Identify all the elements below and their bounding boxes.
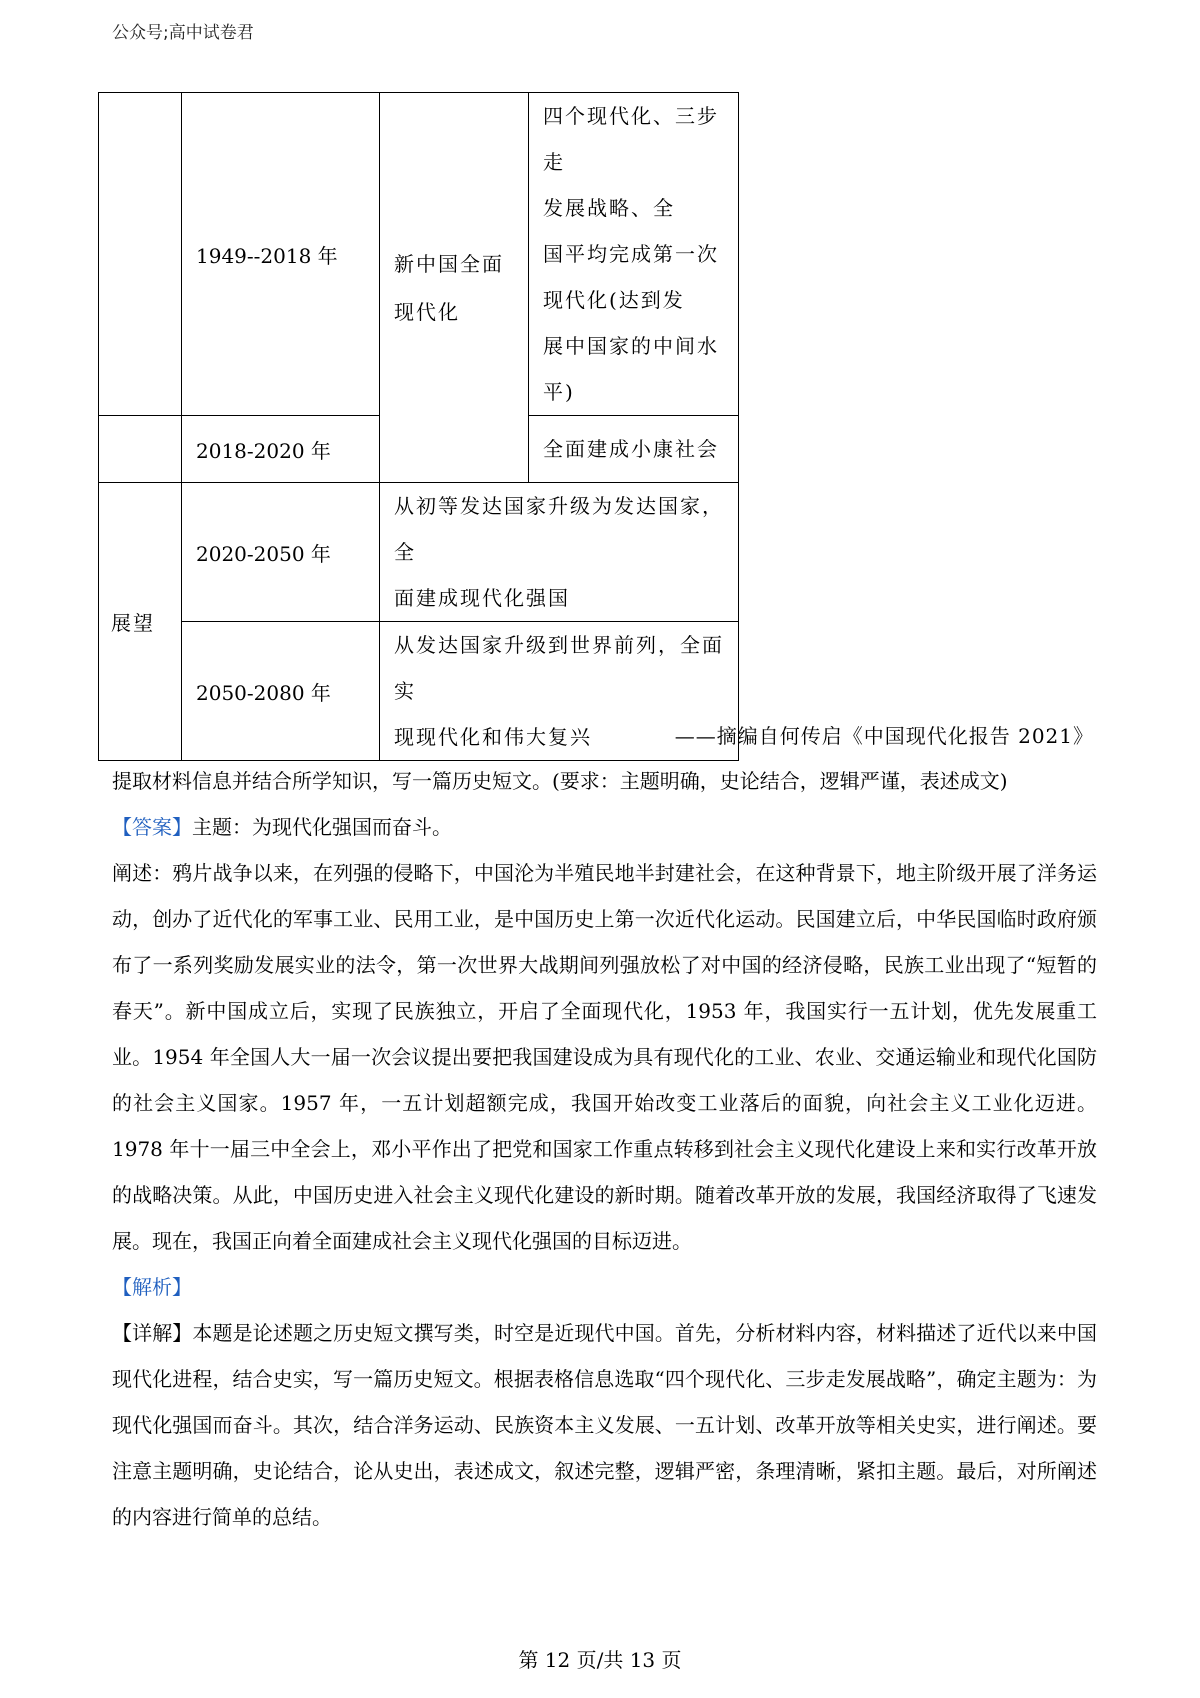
detail-paragraph [112,1310,1118,1540]
detail-tag: 【详解】 [112,1321,193,1345]
question-text [112,758,1097,804]
phase-line: 现代化 [394,299,460,324]
page-number: 第 12 页/共 13 页 [518,1648,682,1672]
question-paragraph: 提取材料信息并结合所学知识，写一篇历史短文。(要求：主题明确，史论结合，逻辑严谨，表述成文) [112,769,1008,793]
table-cell-label [99,93,182,416]
answer-theme-line [112,804,1097,850]
desc-line: 展中国家的中间水 [543,334,719,358]
modernization-table [98,92,739,761]
table-cell-period: 2018-2020 年 [182,416,380,483]
desc-line: 现现代化和伟大复兴 [394,725,592,749]
analysis-section [112,1264,1118,1540]
table-cell-desc: 全面建成小康社会 [529,416,739,483]
table-cell-desc [380,483,739,622]
analysis-tag: 【解析】 [112,1275,192,1299]
desc-line: 面建成现代化强国 [394,586,570,610]
answer-section [112,804,1097,1264]
desc-line: 国平均完成第一次 [543,242,719,266]
detail-text: 本题是论述题之历史短文撰写类，时空是近现代中国。首先，分析材料内容，材料描述了近代以来中国 现代化进程，结合史实，写一篇历史短文。根据表格信息选取“四个现代化、三步走发展战略”，确定主题为：为现代化强国而奋斗。其次，结合洋务运动、民族资本主义发展、一五计划、改革开放等相关史实，进行阐述。要注意主题明确，史论结合，论从史出，表述成文，叙述完整，逻辑严密，条理清晰，紧扣主题。最后，对所阐述的内容进行简单的总结。 [112,1321,1118,1529]
table-row [99,93,739,416]
desc-line: 四个现代化、三步走 [543,104,719,174]
source-citation: ——摘编自何传启《中国现代化报告 2021》 [674,724,1094,748]
desc-line: 从发达国家升级到世界前列，全面实 [394,633,724,703]
table-row [99,622,739,761]
analysis-tag-line [112,1264,1097,1310]
table-cell-desc [529,93,739,416]
table-cell-phase [380,93,529,483]
desc-line: 现代化(达到发 [543,288,685,312]
desc-line: 平) [543,380,575,404]
desc-line: 从初等发达国家升级为发达国家，全 [394,494,724,564]
answer-theme: 主题：为现代化强国而奋斗。 [192,815,452,839]
table-row [99,483,739,622]
table-cell-label: 展望 [99,483,182,761]
table-cell-period: 1949--2018 年 [182,93,380,416]
phase-line: 新中国全面 [394,251,504,276]
desc-line: 发展战略、全 [543,196,675,220]
answer-tag: 【答案】 [112,815,192,839]
source-header: 公众号;高中试卷君 [112,23,254,43]
table-cell-period: 2020-2050 年 [182,483,380,622]
answer-exposition: 阐述：鸦片战争以来，在列强的侵略下，中国沦为半殖民地半封建社会，在这种背景下，地主阶级开展了洋务运动，创办了近代化的军事工业、民用工业，是中国历史上第一次近代化运动。民国建立后，中华民国临时政府颁布了一系列奖励发展实业的法令，第一次世界大战期间列强放松了对中国的经济侵略，民族工业出现了“短暂的春天”。新中国成立后，实现了民族独立，开启了全面现代化，1953 年，我国实行一五计划，优先发展重工业。1954 年全国人大一届一次会议提出要把我国建设成为具有现代化的工业、农业、交通运输业和现代化国防的社会主义国家。1957 年，一五计划超额完成，我国开始改变工业落后的面貌，向社会主义工业化迈进。1978 年十一届三中全会上，邓小平作出了把党和国家工作重点转移到社会主义现代化建设上来和实行改革开放的战略决策。从此，中国历史进入社会主义现代化建设的新时期。随着改革开放的发展，我国经济取得了飞速发展。现在，我国正向着全面建成社会主义现代化强国的目标迈进。 [112,861,1097,1253]
table-cell-label [99,416,182,483]
table-cell-period: 2050-2080 年 [182,622,380,761]
